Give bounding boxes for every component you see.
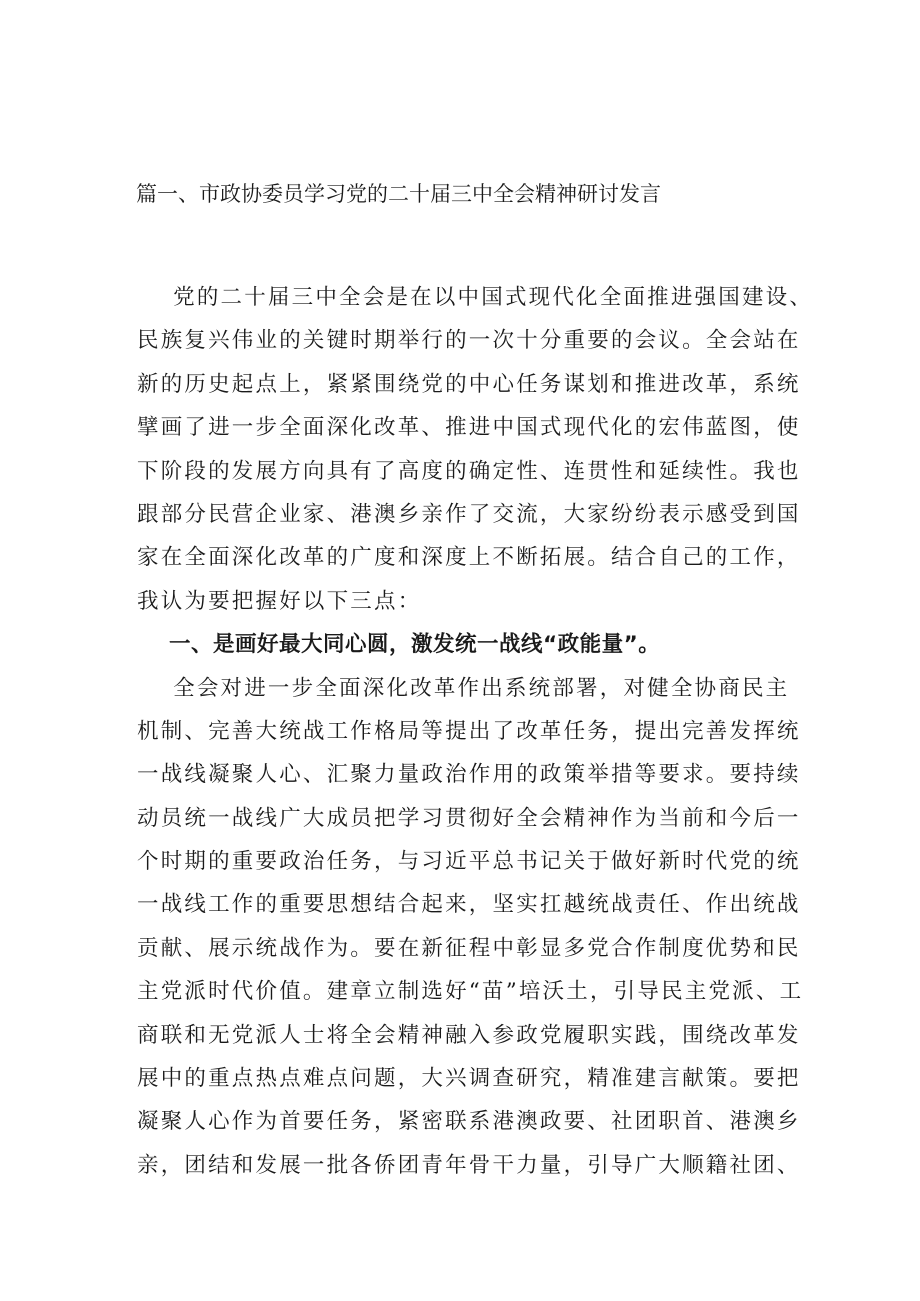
body-line: 动员统一战线广大成员把学习贯彻好全会精神作为当前和今后一 xyxy=(137,805,801,831)
document-body xyxy=(137,276,814,1187)
body-line: 商联和无党派人士将全会精神融入参政党履职实践，围绕改革发 xyxy=(137,1022,801,1048)
body-line: 一战线凝聚人心、汇聚力量政治作用的政策举措等要求。要持续 xyxy=(137,762,801,788)
document-title: 篇一、市政协委员学习党的二十届三中全会精神研讨发言 xyxy=(136,182,661,206)
body-line: 跟部分民营企业家、港澳乡亲作了交流，大家纷纷表示感受到国 xyxy=(137,501,801,527)
section-heading: 一、是画好最大同心圆，激发统一战线“政能量”。 xyxy=(137,632,661,658)
body-line: 全会对进一步全面深化改革作出系统部署，对健全协商民主 xyxy=(137,675,790,701)
body-line: 凝聚人心作为首要任务，紧密联系港澳政要、社团职首、港澳乡 xyxy=(137,1109,801,1135)
body-line: 一战线工作的重要思想结合起来，坚实扛越统战责任、作出统战 xyxy=(137,892,801,918)
body-line: 亲，团结和发展一批各侨团青年骨干力量，引导广大顺籍社团、 xyxy=(137,1152,801,1178)
body-line: 下阶段的发展方向具有了高度的确定性、连贯性和延续性。我也 xyxy=(137,458,801,484)
body-line: 新的历史起点上，紧紧围绕党的中心任务谋划和推进改革，系统 xyxy=(137,371,801,397)
body-line: 贡献、展示统战作为。要在新征程中彰显多党合作制度优势和民 xyxy=(137,935,801,961)
body-line: 展中的重点热点难点问题，大兴调查研究，精准建言献策。要把 xyxy=(137,1066,801,1092)
body-line: 擘画了进一步全面深化改革、推进中国式现代化的宏伟蓝图，使 xyxy=(137,415,801,441)
body-line: 家在全面深化改革的广度和深度上不断拓展。结合自己的工作， xyxy=(137,545,801,571)
body-line: 个时期的重要政治任务，与习近平总书记关于做好新时代党的统 xyxy=(137,849,801,875)
body-line: 我认为要把握好以下三点： xyxy=(137,588,422,614)
body-line: 党的二十届三中全会是在以中国式现代化全面推进强国建设、 xyxy=(137,285,814,310)
body-line: 机制、完善大统战工作格局等提出了改革任务，提出完善发挥统 xyxy=(137,718,801,744)
body-line: 民族复兴伟业的关键时期举行的一次十分重要的会议。全会站在 xyxy=(137,328,801,354)
body-line: 主党派时代价值。建章立制选好“苗”培沃土，引导民主党派、工 xyxy=(137,979,804,1005)
